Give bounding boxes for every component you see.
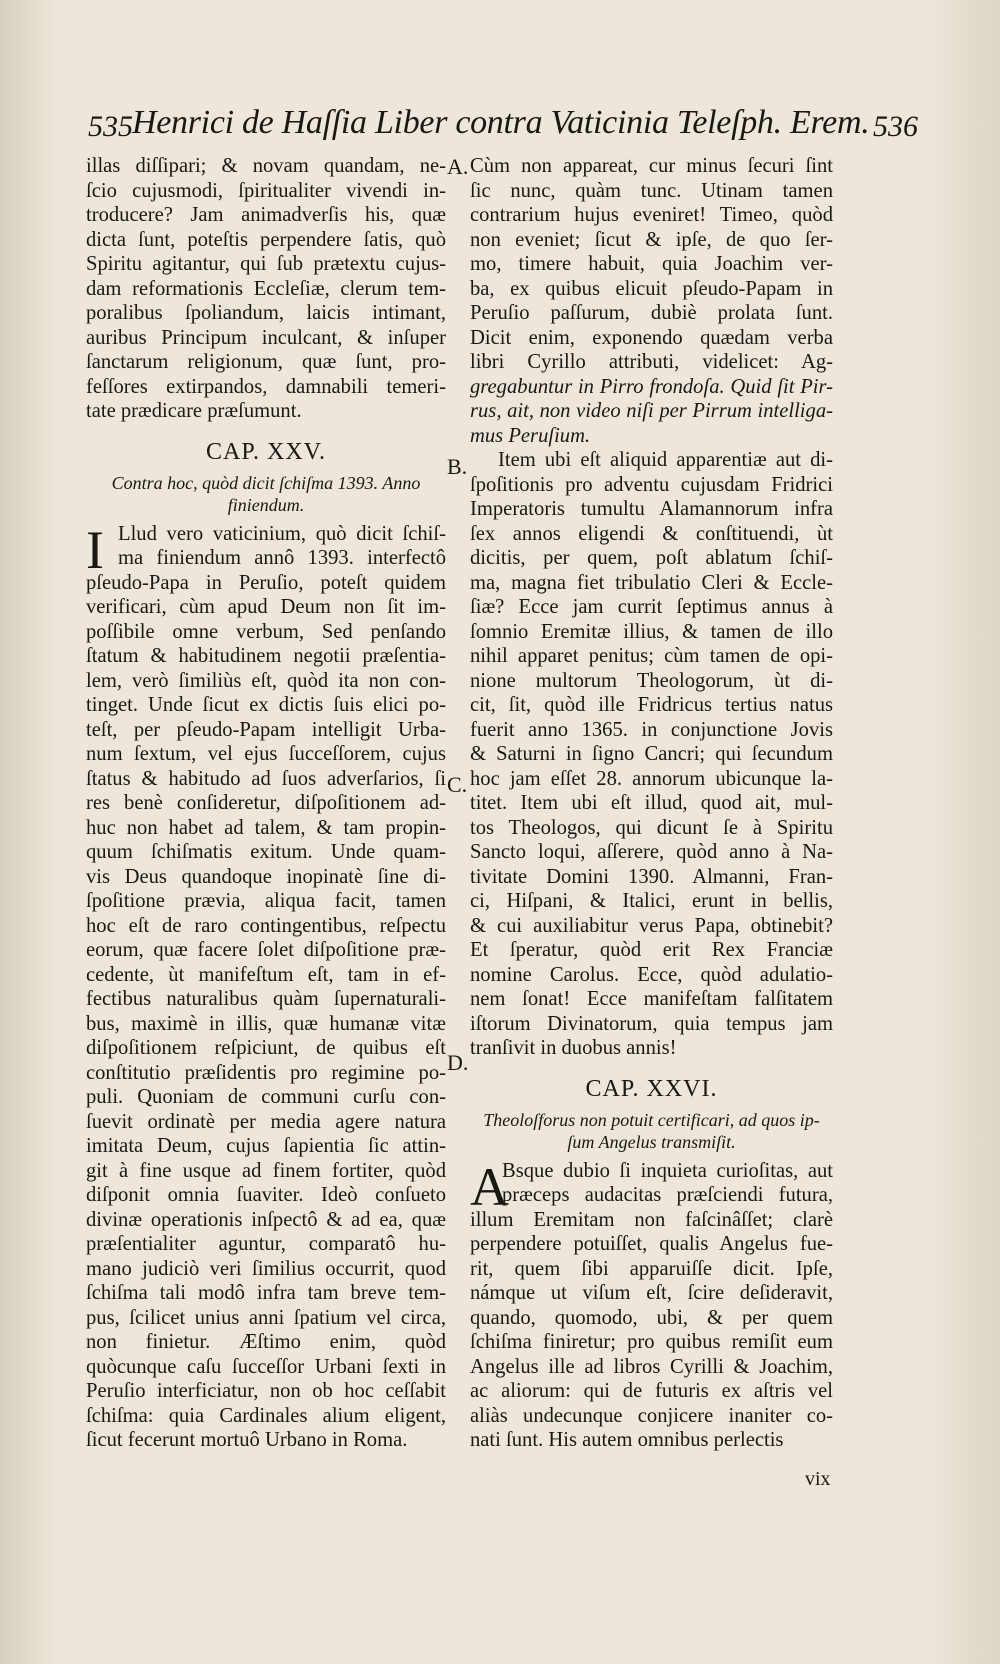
chapter-subheading-line: Contra hoc, quòd dicit ſchiſma 1393. Anno (111, 472, 421, 493)
text-line: cedente, ùt manifeſtum eſt, tam in ef- (86, 963, 446, 986)
text-line: Et ſperatur, quòd erit Rex Franciæ (470, 939, 833, 961)
text-line: ſpoſitione prævia, aliqua facit, tamen (86, 890, 446, 912)
text-line: nione multorum Theologorum, ùt di- (470, 669, 833, 692)
text-line: ſanctarum religionum, quæ ſunt, pro- (86, 351, 446, 373)
text-line: ſchiſma: quia Cardinales alium eligent, (86, 1404, 446, 1427)
right-paragraph-body (470, 1208, 833, 1453)
text-line: huc non habet ad talem, & tam propin- (86, 816, 446, 839)
text-line: tivitate Domini 1390. Almanni, Fran- (470, 865, 833, 888)
running-header (88, 104, 918, 152)
text-line: iſtorum Divinatorum, quia tempus jam (470, 1012, 833, 1035)
right-paragraph-top (470, 154, 833, 448)
text-line: rus, ait, non video niſi per Pirrum intelliga- (470, 400, 833, 422)
text-line: verificari, cùm apud Deum non ſit im- (86, 596, 446, 618)
text-line: ſcio cujusmodi, ſpiritualiter vivendi in- (86, 179, 446, 202)
text-line: dicitis, per quem, poſt ablatum ſchiſ- (470, 547, 833, 569)
text-line: libri Cyrillo attributi, videlicet: Ag- (470, 351, 833, 373)
text-line: auribus Principum inculcant, & inſuper (86, 326, 446, 349)
text-line: Bsque dubio ſi inquieta curioſitas, aut (502, 1159, 833, 1182)
text-line: tate prædicare præſumunt. (86, 400, 302, 422)
text-line: ſex annos eligendi & conſtituendi, ùt (470, 522, 833, 545)
chapter-heading-25: CAP. XXV. (206, 438, 326, 465)
text-line: mus Peruſium. (470, 424, 591, 447)
text-line: troducere? Jam animadverſis his, quæ (86, 204, 446, 226)
text-line: quando, quomodo, ubi, & per quem (470, 1306, 833, 1329)
text-line: ſtatum & habitudinem negotii præſentia- (86, 645, 446, 667)
text-line: pſeudo-Papa in Peruſio, poteſt quidem (86, 571, 446, 594)
margin-marker-a: A. (447, 154, 469, 179)
chapter-subheading-line: ſum Angelus transmiſit. (567, 1131, 736, 1152)
text-line: imitata Deum, cujus ſapientia ſic attin- (86, 1135, 446, 1157)
text-line: quum ſchiſmatis exitum. Unde quam- (86, 841, 446, 863)
left-column (86, 154, 446, 1453)
text-line: res benè conſideretur, diſpoſitionem ad- (86, 792, 446, 814)
text-line: ma finiendum annô 1393. interfectô (118, 547, 446, 569)
drop-cap: A (470, 1156, 509, 1217)
text-line: poralibus ſpoliandum, laicis intimant, (86, 302, 446, 324)
text-line: nati ſunt. His autem omnibus perlectis (470, 1429, 784, 1451)
text-line: ba, ex quibus elicuit pſeudo-Papam in (470, 277, 833, 300)
text-line: non finietur. Æſtimo enim, quòd (86, 1331, 446, 1353)
text-line: ſic nunc, quàm tunc. Utinam tamen (470, 179, 833, 202)
right-opening-paragraph (470, 1156, 833, 1217)
page-number-right: 536 (873, 110, 918, 143)
text-line: tinget. Unde ſicut ex dictis ſuis elici po- (86, 694, 446, 716)
text-line: Item ubi eſt aliquid apparentiæ aut di- (498, 449, 833, 471)
left-paragraph-body (86, 571, 446, 1453)
text-line: nomine Carolus. Ecce, quòd adulatio- (470, 963, 833, 986)
text-line: Sancto loqui, aſſerere, quòd anno à Na- (470, 841, 833, 863)
text-line: contrarium hujus eveniret! Timeo, quòd (470, 204, 833, 226)
text-line: hoc eſt de raro contingentibus, reſpectu (86, 914, 446, 937)
text-line: teſt, per pſeudo-Papam intelligit Urba- (86, 718, 446, 741)
text-line: tranſivit in duobus annis! (470, 1037, 677, 1059)
text-line: rit, quem ſibi apparuiſſe dicit. Ipſe, (470, 1257, 833, 1280)
catchword: vix (805, 1468, 831, 1490)
text-line: mano judiciò veri ſimilius occurrit, quod (86, 1257, 446, 1280)
running-title: Henrici de Haſſia Liber contra Vaticinia Teleſph. Erem. (132, 104, 870, 141)
text-line: ma, magna fiet tribulatio Cleri & Eccle- (470, 571, 833, 594)
text-line: quòcunque caſu ſucceſſor Urbani ſexti in (86, 1355, 446, 1378)
text-line: conſtitutio præſidentis pro regimine po- (86, 1061, 446, 1084)
text-line: ſuevit ordinatè per media agere natura (86, 1110, 446, 1133)
chapter-heading-26: CAP. XXVI. (585, 1075, 718, 1102)
text-line: titet. Item ubi eſt illud, quod ait, mul- (470, 792, 833, 814)
text-line: dicta ſunt, poteſtis perpendere ſatis, quò (86, 228, 446, 251)
right-paragraph-mid (470, 448, 833, 1061)
text-line: ſpoſitionis pro adventu cujusdam Fridrici (470, 473, 833, 496)
text-line: vis Deus quandoque inopinatè ſine di- (86, 865, 446, 888)
text-line: gregabuntur in Pirro frondoſa. Quid ſit Pir- (470, 375, 833, 398)
chapter-subheading-line: Theoloſforus non potuit certificari, ad quos ip- (483, 1109, 820, 1130)
text-line: námque ut viſum eſt, ſcire deſideravit, (470, 1282, 833, 1304)
text-line: & Saturni in ſigno Cancri; qui ſecundum (470, 743, 833, 765)
text-line: perpendere potuiſſet, qualis Angelus fue- (470, 1233, 833, 1255)
text-line: ſicut fecerunt mortuô Urbano in Roma. (86, 1429, 408, 1451)
text-line: cit, ſit, quòd ille Fridricus tertius natus (470, 694, 833, 716)
text-line: Imperatoris tumultu Alamannorum infra (470, 498, 833, 520)
text-line: ci, Hiſpani, & Italici, erunt in bellis, (470, 890, 833, 912)
text-line: divinæ operationis inſpectô & ad ea, quæ (86, 1208, 446, 1231)
text-line: diſponit omnia ſuaviter. Ideò conſueto (86, 1184, 446, 1206)
text-line: ſiæ? Ecce jam currit ſeptimus annus à (470, 596, 833, 618)
text-line: lem, verò ſimiliùs eſt, quòd ita non con- (86, 669, 446, 692)
text-line: hoc jam eſſet 28. annorum ubicunque la- (470, 767, 833, 790)
text-line: diſpoſitionem reſpiciunt, de quibus eſt (86, 1037, 446, 1059)
text-line: Peruſio paſſurum, dubiè prolata ſunt. (470, 302, 833, 324)
text-line: illas diſſipari; & novam quandam, ne- (86, 155, 446, 177)
left-paragraph-top (86, 154, 446, 424)
left-opening-paragraph (86, 519, 446, 580)
text-line: illum Eremitam non faſcinâſſet; clarè (470, 1208, 833, 1231)
text-line: num ſextum, vel ejus ſucceſſorem, cujus (86, 743, 446, 765)
page-number-left: 535 (88, 110, 133, 143)
text-line: mo, timere habuit, quia Joachim ver- (470, 253, 833, 275)
text-line: git à fine usque ad finem fortiter, quòd (86, 1159, 446, 1182)
text-line: Llud vero vaticinium, quò dicit ſchiſ- (118, 522, 446, 545)
text-line: præſentialiter aguntur, comparatô hu- (86, 1233, 446, 1255)
text-line: non eveniet; ſicut & ipſe, de quo ſer- (470, 228, 833, 251)
text-line: præceps audacitas præſciendi futura, (502, 1184, 833, 1206)
text-line: tos Theologos, qui dicunt ſe à Spiritu (470, 816, 833, 839)
text-line: fuerit anno 1365. in conjunctione Jovis (470, 718, 833, 741)
text-line: puli. Quoniam de communi curſu con- (86, 1086, 446, 1108)
text-line: feſſores extirpandos, damnabili temeri- (86, 375, 446, 398)
text-line: nihil apparet penitus; cùm tamen de opi- (470, 645, 833, 667)
text-line: aliàs undecunque conjicere inaniter co- (470, 1404, 833, 1427)
text-line: Angelus ille ad libros Cyrilli & Joachim, (470, 1355, 833, 1378)
right-column (470, 154, 833, 1453)
text-line: ſomnio Eremitæ illius, & tamen de illo (470, 620, 833, 643)
text-line: eorum, quæ facere ſolet diſpoſitione præ- (86, 939, 446, 961)
text-line: fectibus naturalibus quàm ſupernaturali- (86, 988, 446, 1010)
text-line: ſchiſma tali modô infra tam breve tem- (86, 1282, 446, 1304)
text-line: ſtatus & habitudo ad ſuos adverſarios, ſi (86, 767, 446, 790)
margin-marker-d: D. (447, 1050, 469, 1075)
text-line: Cùm non appareat, cur minus ſecuri ſint (470, 155, 833, 177)
text-line: Dicit enim, exponendo quædam verba (470, 326, 833, 349)
text-line: Spiritu agitantur, qui ſub prætextu cujus- (86, 253, 446, 275)
text-line: bus, maximè in illis, quæ humanæ vitæ (86, 1012, 446, 1035)
text-line: poſſibile omne verbum, Sed penſando (86, 620, 446, 643)
drop-cap: I (86, 519, 104, 580)
margin-marker-b: B. (447, 454, 468, 479)
text-line: Peruſio interficiatur, non ob hoc ceſſabit (86, 1380, 446, 1402)
text-line: ſchiſma finiretur; pro quibus remiſit eum (470, 1331, 833, 1353)
margin-marker-c: C. (447, 772, 468, 797)
text-line: pus, ſcilicet unius anni ſpatium vel circa, (86, 1306, 446, 1329)
text-line: nem ſonat! Ecce manifeſtam falſitatem (470, 988, 833, 1010)
text-line: ac aliorum: qui de futuris ex aſtris vel (470, 1380, 833, 1402)
text-line: dam reformationis Eccleſiæ, clerum tem- (86, 277, 446, 300)
chapter-subheading-line: finiendum. (227, 494, 305, 515)
text-line: & cui auxiliabitur verus Papa, obtinebit? (470, 914, 833, 937)
